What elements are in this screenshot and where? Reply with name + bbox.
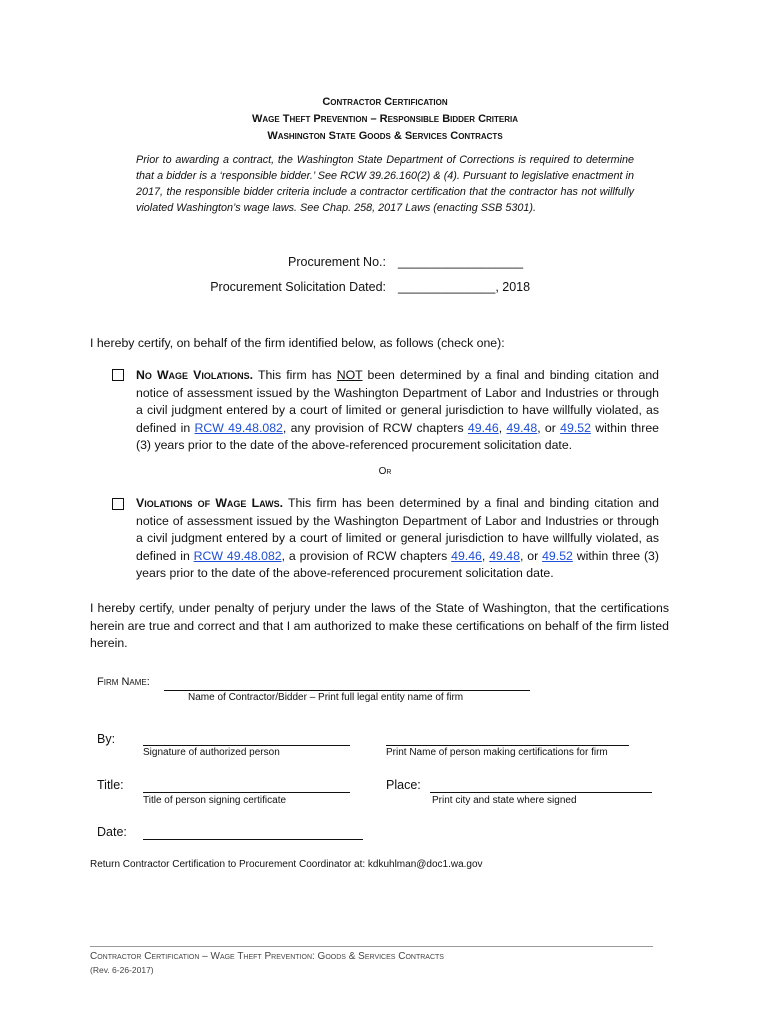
option1-sep1: , [498, 420, 507, 435]
rcw-49-48-082-link-2[interactable]: RCW 49.48.082 [193, 548, 282, 563]
rcw-49-48-link-2[interactable]: 49.48 [489, 548, 520, 563]
procurement-no-label: Procurement No.: [288, 255, 386, 269]
option-violations [136, 495, 659, 583]
procurement-no-blank[interactable]: __________________ [398, 255, 524, 269]
doc-title-line1: Contractor Certification [322, 96, 448, 108]
signature-field[interactable] [143, 744, 350, 746]
option1-not: NOT [336, 368, 363, 382]
firm-name-field[interactable] [164, 689, 530, 691]
date-field[interactable] [143, 838, 363, 840]
doc-title-line3: Washington State Goods & Services Contracts [267, 130, 503, 142]
option2-heading: Violations of Wage Laws. [136, 496, 284, 510]
rcw-49-52-link-2[interactable]: 49.52 [542, 548, 573, 563]
or-separator: Or [378, 466, 392, 477]
footer-revision: (Rev. 6-26-2017) [90, 965, 154, 975]
procurement-dated-field[interactable] [398, 280, 530, 294]
rcw-49-48-link[interactable]: 49.48 [506, 420, 538, 435]
rcw-49-52-link[interactable]: 49.52 [560, 420, 591, 435]
place-field[interactable] [430, 791, 652, 793]
option2-text-d: within three (3) years prior to the date of the above-referenced procurement solicitation date. [136, 548, 659, 580]
print-name-caption: Print Name of person making certifications for firm [386, 747, 608, 758]
procurement-dated-label: Procurement Solicitation Dated: [210, 280, 386, 294]
firm-name-caption: Name of Contractor/Bidder – Print full legal entity name of firm [188, 692, 464, 703]
option2-sep1: , [481, 548, 490, 563]
title-caption: Title of person signing certificate [143, 795, 287, 806]
doc-title-line2: Wage Theft Prevention – Responsible Bidder Criteria [251, 113, 519, 125]
option2-text-c: , a provision of RCW chapters [281, 548, 452, 563]
return-note: Return Contractor Certification to Procurement Coordinator at: kdkuhlman@doc1.wa.gov [90, 859, 483, 870]
rcw-49-46-link-2[interactable]: 49.46 [451, 548, 482, 563]
option1-text-a: This firm has [253, 368, 337, 382]
option-no-violations [136, 367, 659, 455]
option2-text-a: This firm has been determined by a final and binding citation and notice of assessment issued by the Washington Department of Labor and Industries or through a civil judgment entered by a court of limited or general jurisdiction to have willfully violated, as defined in [136, 496, 659, 563]
rcw-49-46-link[interactable]: 49.46 [467, 420, 499, 435]
intro-paragraph: Prior to awarding a contract, the Washington State Department of Corrections is required to determine that a bidder is a ‘responsible bidder.’ See RCW 39.26.160(2) & (4). Pursuant to legislative enactment in 2017, the responsible bidder criteria include a contractor certification that the contractor has not willfully violated Washington’s wage laws. See Chap. 258, 2017 Laws (enacting SSB 5301). [136, 154, 634, 214]
title-field[interactable] [143, 791, 350, 793]
procurement-dated-blank[interactable]: ______________ [398, 280, 496, 294]
footer-title: Contractor Certification – Wage Theft Prevention: Goods & Services Contracts [90, 951, 444, 962]
certify-lead: I hereby certify, on behalf of the firm identified below, as follows (check one): [90, 336, 505, 350]
option1-text-c: , any provision of RCW chapters [282, 420, 468, 435]
signature-caption: Signature of authorized person [143, 747, 280, 758]
place-label: Place: [386, 778, 421, 792]
option2-sep2: , or [519, 548, 543, 563]
option1-heading: No Wage Violations. [136, 368, 254, 382]
title-label: Title: [97, 778, 124, 792]
footer-rule [90, 946, 653, 947]
date-label: Date: [97, 825, 127, 839]
firm-name-label: Firm Name: [97, 676, 150, 688]
option1-sep2: , or [537, 420, 561, 435]
by-label: By: [97, 732, 116, 746]
procurement-dated-year: , 2018 [495, 280, 531, 294]
option1-text-d: within three (3) years prior to the date of the above-referenced procurement solicitation date. [136, 420, 659, 452]
option1-text-b: been determined by a final and binding citation and notice of assessment issued by the Washington Department of Labor and Industries or through a civil judgment entered by a court of limited or general jurisdiction to have willfully violated, as defined in [136, 368, 659, 435]
rcw-49-48-082-link[interactable]: RCW 49.48.082 [194, 420, 283, 435]
place-caption: Print city and state where signed [432, 795, 577, 806]
no-violations-checkbox[interactable] [112, 369, 124, 381]
perjury-statement: I hereby certify, under penalty of perjury under the laws of the State of Washington, that the certifications herein are true and correct and that I am authorized to make these certifications on behalf of the firm listed herein. [90, 601, 669, 650]
violations-checkbox[interactable] [112, 498, 124, 510]
print-name-field[interactable] [386, 744, 629, 746]
